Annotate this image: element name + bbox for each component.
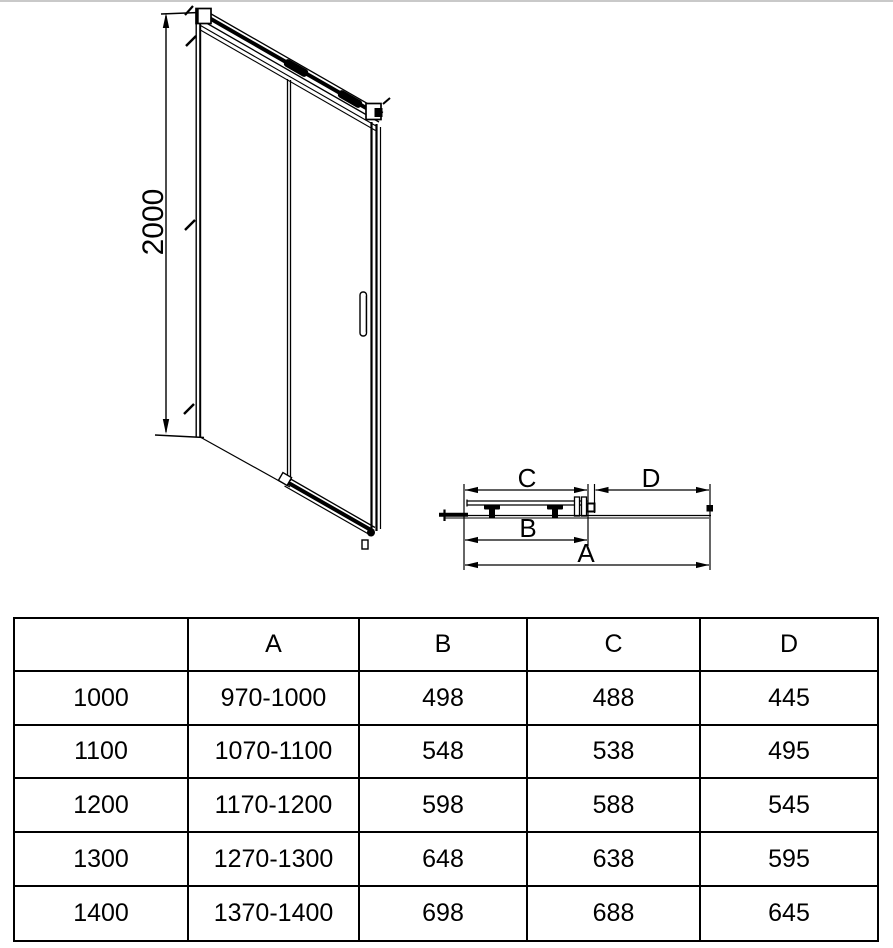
cell-size: 1300 [14, 832, 188, 886]
cell-b: 598 [359, 778, 527, 832]
plan-roller [484, 505, 500, 510]
table-row [14, 725, 878, 778]
glass-panels [201, 79, 291, 487]
cell-c: 588 [527, 778, 700, 832]
cell-size: 1400 [14, 886, 188, 941]
dim-label-d: D [641, 463, 661, 493]
table-row [14, 778, 878, 832]
header-cell-a: A [188, 618, 359, 671]
cell-d: 445 [700, 671, 878, 725]
front-view-drawing [137, 6, 390, 549]
header-cell-size [14, 618, 188, 671]
table-row [14, 671, 878, 725]
cell-c: 688 [527, 886, 700, 941]
header-cell-d: D [700, 618, 878, 671]
dim-label-a: A [577, 538, 595, 568]
cell-a: 1070-1100 [188, 725, 359, 778]
bottom-rail [278, 473, 375, 549]
fixed-panel-bottom-edge [201, 438, 290, 488]
bottom-rail-right-cap [367, 529, 375, 537]
dim-label-c: C [517, 463, 537, 493]
wall-profile [184, 6, 200, 437]
plan-end-cap [707, 505, 714, 512]
cell-c: 538 [527, 725, 700, 778]
cell-b: 498 [359, 671, 527, 725]
cell-size: 1000 [14, 671, 188, 725]
cell-a: 970-1000 [188, 671, 359, 725]
cell-a: 1170-1200 [188, 778, 359, 832]
wall-anchor-tick [184, 404, 194, 414]
plan-view-drawing [439, 463, 713, 570]
height-dim-label: 2000 [137, 188, 170, 256]
wall-anchor-tick [185, 6, 193, 15]
right-frame-profile [372, 122, 381, 531]
plan-door-profile [439, 497, 713, 521]
dim-label-b: B [519, 513, 537, 543]
header-cell-b: B [359, 618, 527, 671]
cell-c: 638 [527, 832, 700, 886]
cell-b: 548 [359, 725, 527, 778]
cell-d: 645 [700, 886, 878, 941]
table-row [14, 886, 878, 941]
cell-size: 1100 [14, 725, 188, 778]
size-table [13, 617, 879, 942]
cell-a: 1270-1300 [188, 832, 359, 886]
cell-size: 1200 [14, 778, 188, 832]
cell-c: 488 [527, 671, 700, 725]
door-handle [360, 292, 367, 336]
cell-b: 698 [359, 886, 527, 941]
cell-d: 495 [700, 725, 878, 778]
wall-anchor-tick [185, 220, 195, 230]
plan-roller [547, 505, 563, 510]
cell-a: 1370-1400 [188, 886, 359, 941]
cell-b: 648 [359, 832, 527, 886]
floor-guide [362, 540, 368, 549]
header-cell-c: C [527, 618, 700, 671]
table-row [14, 832, 878, 886]
cell-d: 595 [700, 832, 878, 886]
cell-d: 545 [700, 778, 878, 832]
top-rail [196, 9, 390, 131]
wall-anchor-tick [186, 36, 196, 46]
table-header-row [14, 618, 878, 671]
